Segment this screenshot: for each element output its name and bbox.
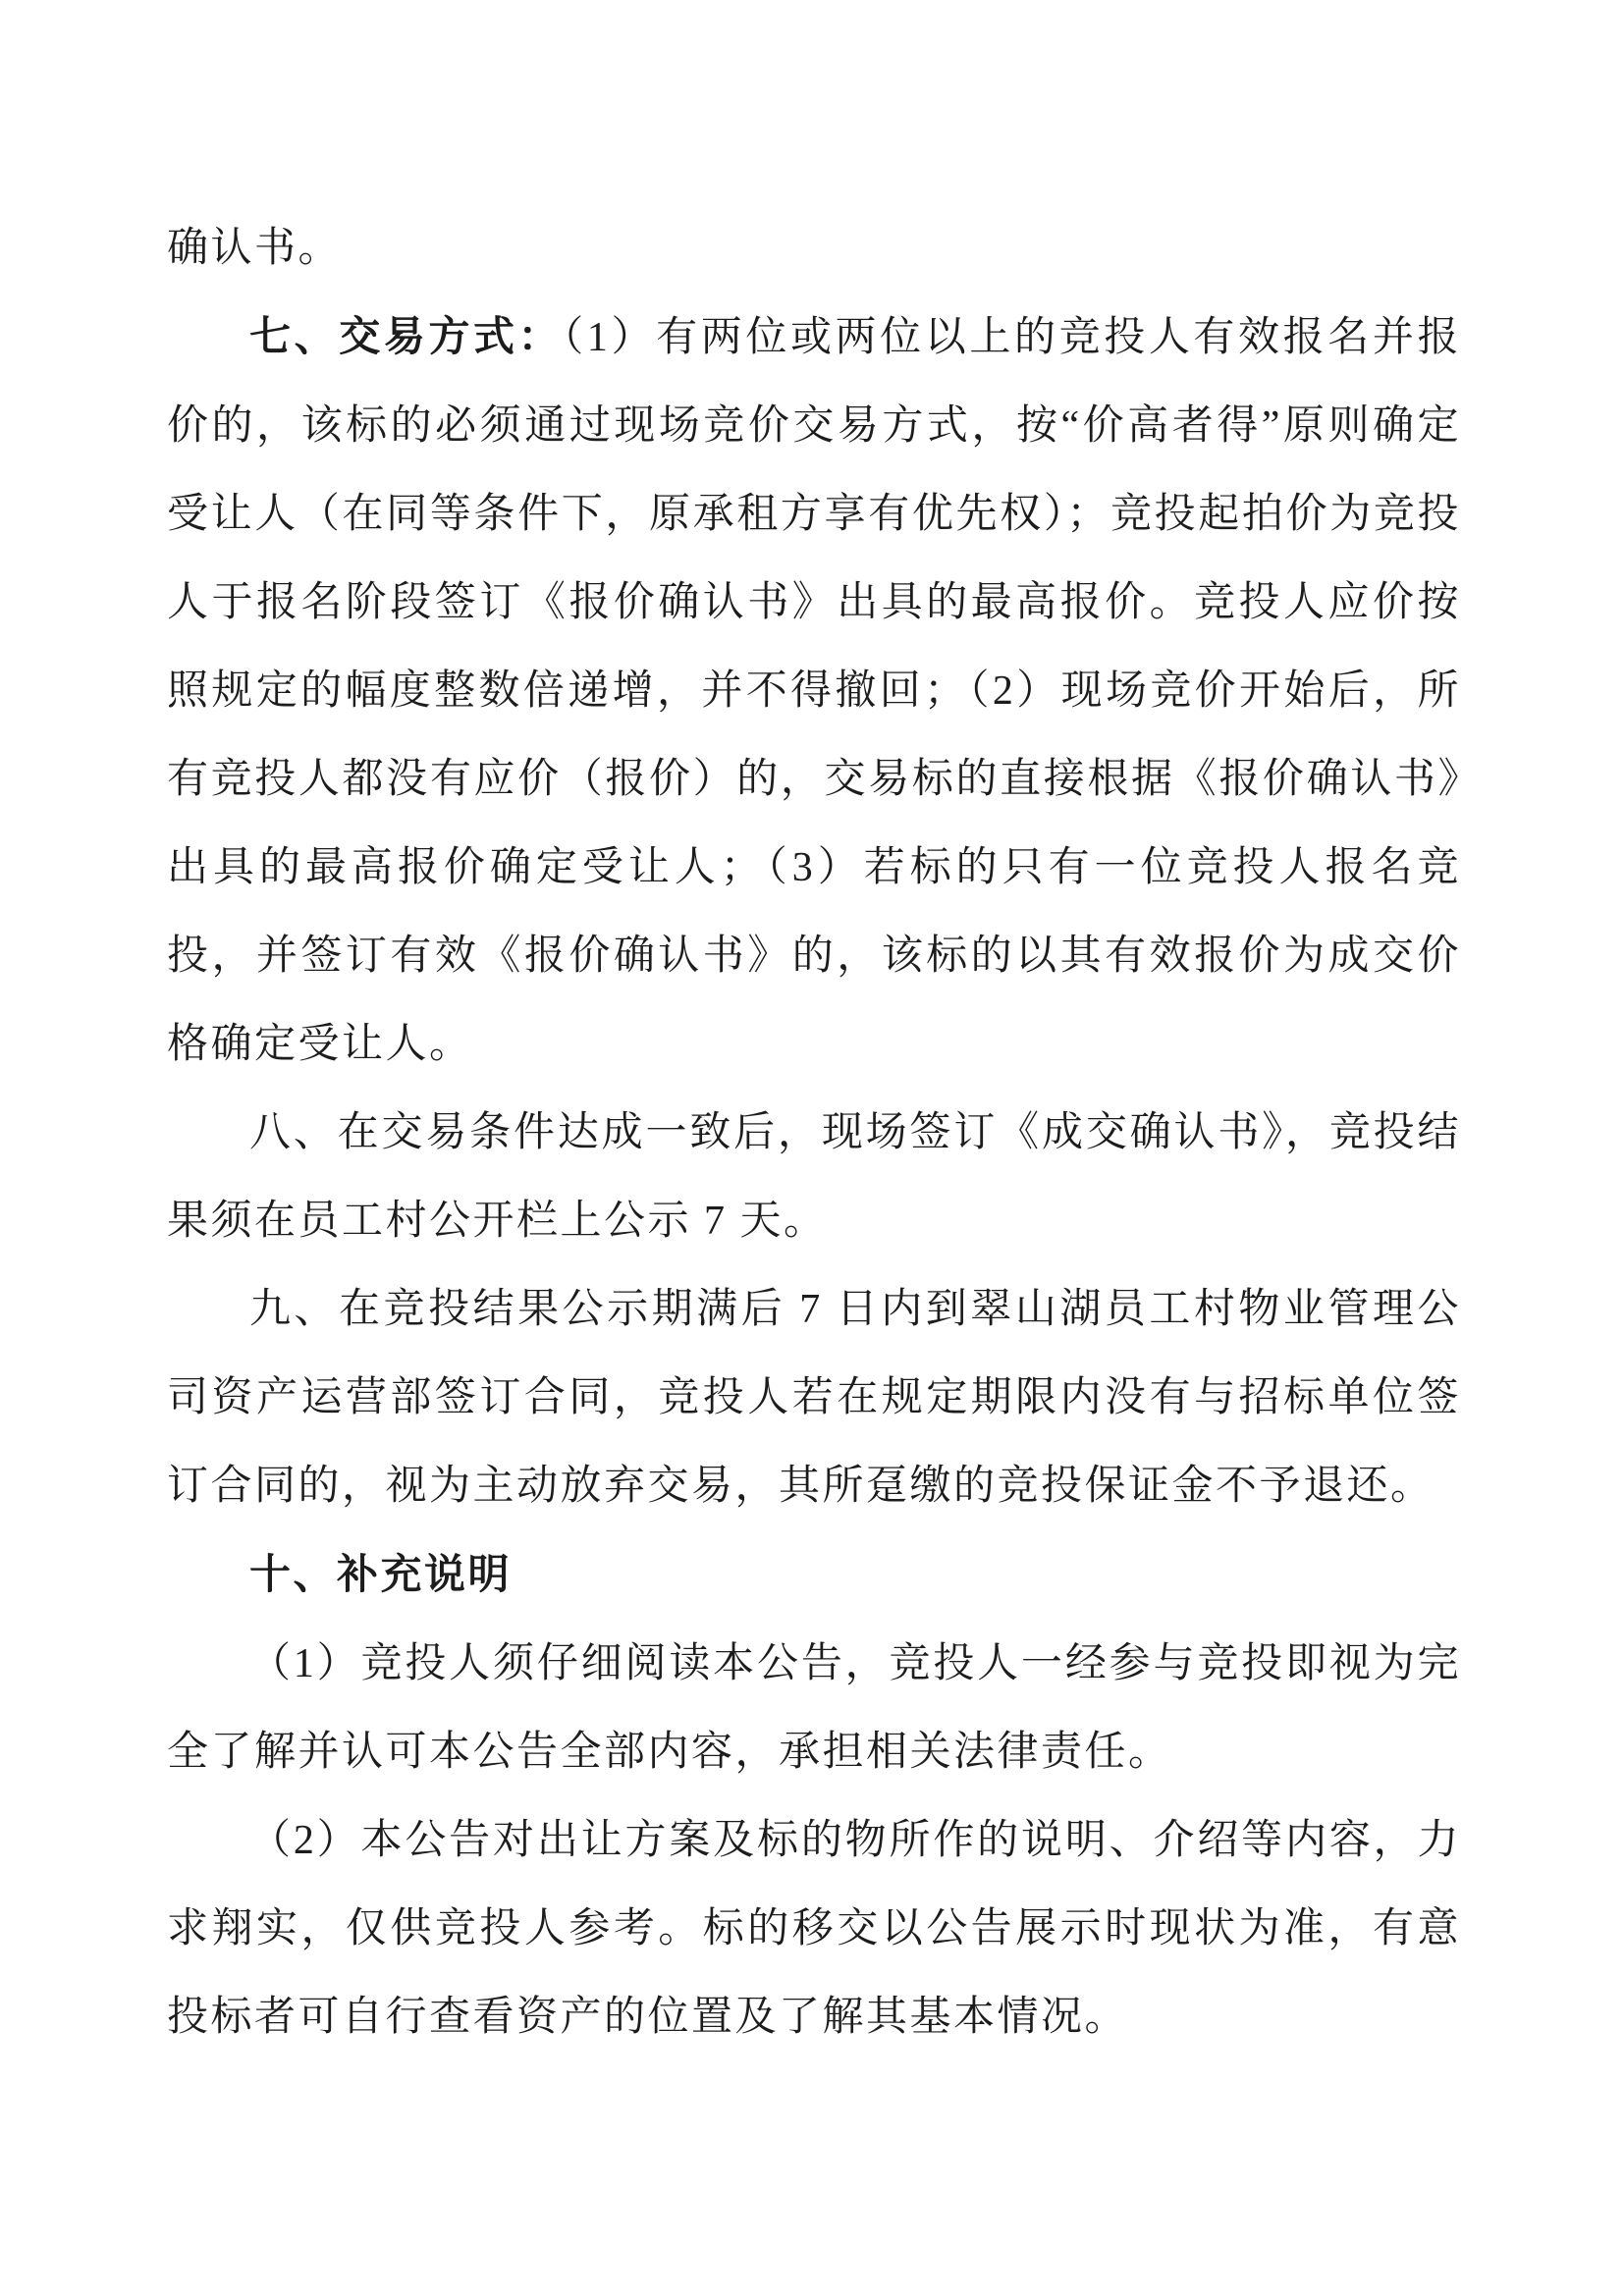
paragraph-heading: 十、补充说明 [249, 1551, 513, 1597]
paragraph-text: 确认书。 [167, 226, 343, 271]
paragraph-text: （2）本公告对出让方案及标的物所作的说明、介绍等内容，力求翔实，仅供竞投人参考。标的移交以公告展示时现状为准，有意投标者可自行查看资产的位置及了解其基本情况。 [167, 1818, 1461, 2040]
paragraph-text: 九、在竞投结果公示期满后 7 日内到翠山湖员工村物业管理公司资产运营部签订合同，竞投人若在规定期限内没有与招标单位签订合同的，视为主动放弃交易，其所趸缴的竞投保证金不予退还。 [167, 1287, 1461, 1509]
paragraph [167, 1265, 1461, 1530]
paragraph [167, 1620, 1461, 1796]
paragraph [167, 204, 1461, 293]
document-body [167, 204, 1461, 2061]
paragraph [167, 1796, 1461, 2061]
paragraph-text: 八、在交易条件达成一致后，现场签订《成交确认书》，竞投结果须在员工村公开栏上公示 7 天。 [167, 1110, 1461, 1244]
paragraph [167, 293, 1461, 1089]
paragraph-text: （1）有两位或两位以上的竞投人有效报名并报价的，该标的必须通过现场竞价交易方式，按“价高者得”原则确定受让人（在同等条件下，原承租方享有优先权）；竞投起拍价为竞投人于报名阶段签订《报价确认书》出具的最高报价。竞投人应价按照规定的幅度整数倍递增，并不得撤回；（2）现场竞价开始后，所有竞投人都没有应价（报价）的，交易标的直接根据《报价确认书》出具的最高报价确定受让人；（3）若标的只有一位竞投人报名竞投，并签订有效《报价确认书》的，该标的以其有效报价为成交价格确定受让人。 [167, 315, 1461, 1067]
paragraph-heading: 七、交易方式： [249, 313, 564, 359]
paragraph [167, 1530, 1461, 1620]
paragraph-text: （1）竞投人须仔细阅读本公告，竞投人一经参与竞投即视为完全了解并认可本公告全部内容，承担相关法律责任。 [167, 1641, 1461, 1775]
paragraph [167, 1089, 1461, 1265]
